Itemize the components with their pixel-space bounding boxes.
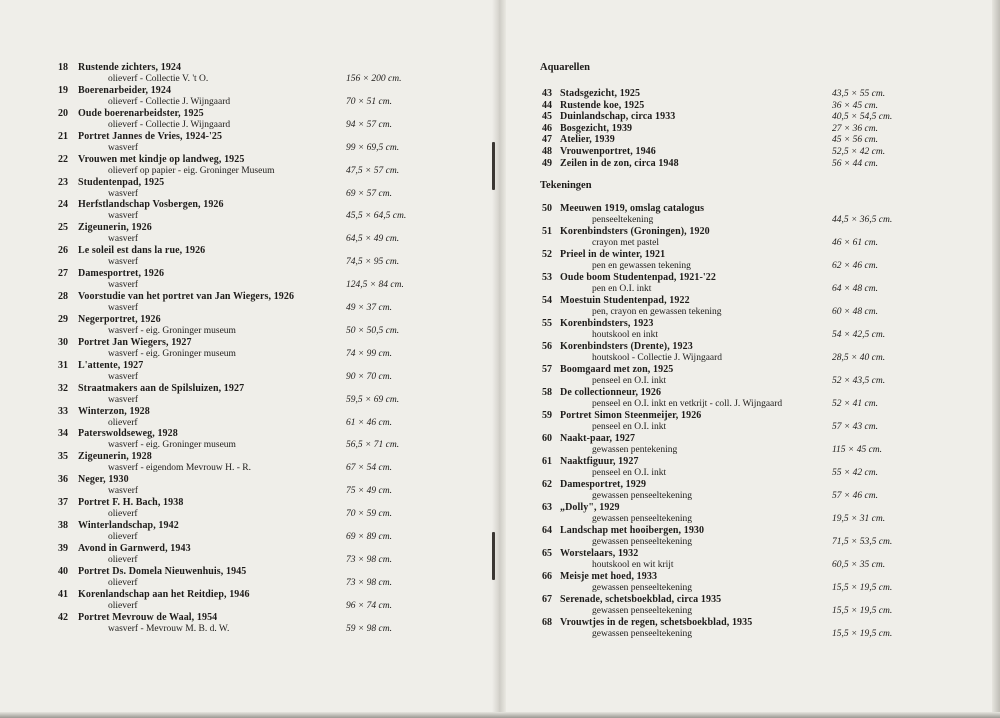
entry-medium: wasverf	[108, 234, 139, 244]
entry-number: 68	[542, 617, 552, 628]
entry-number: 58	[542, 387, 552, 398]
entry-number: 54	[542, 295, 552, 306]
entry-dimensions: 44,5 × 36,5 cm.	[832, 215, 893, 225]
entry-medium: houtskool en inkt	[592, 330, 658, 340]
entry-number: 67	[542, 594, 552, 605]
entry-dimensions: 52,5 × 42 cm.	[832, 147, 886, 157]
entry-medium: wasverf	[108, 303, 139, 313]
entry-dimensions: 60,5 × 35 cm.	[832, 560, 886, 570]
entry-number: 35	[58, 451, 68, 462]
entry-title: Portret Jannes de Vries, 1924-'25	[78, 131, 223, 142]
page-edge-bottom	[0, 712, 1000, 718]
entry-dimension-row	[0, 394, 492, 406]
entry-number: 24	[58, 199, 68, 210]
entry-dimensions: 15,5 × 19,5 cm.	[832, 629, 893, 639]
entry-medium: wasverf - eig. Groninger museum	[108, 326, 236, 336]
entry-dimensions: 57 × 43 cm.	[832, 422, 878, 432]
entry-dimensions: 49 × 37 cm.	[346, 303, 392, 313]
entry-number: 50	[542, 203, 552, 214]
entry-medium: wasverf - eig. Groninger museum	[108, 349, 236, 359]
entry-dimension-row	[506, 352, 992, 364]
entry-dimension-row	[0, 485, 492, 497]
entry-title: Vrouwtjes in de regen, schetsboekblad, 1935	[560, 617, 753, 628]
entry-medium: pen en gewassen tekening	[592, 261, 691, 271]
entry-dimensions: 15,5 × 19,5 cm.	[832, 583, 893, 593]
entry-number: 41	[58, 589, 68, 600]
entry-dimensions: 69 × 57 cm.	[346, 189, 392, 199]
entry-number: 55	[542, 318, 552, 329]
entry-number: 19	[58, 85, 68, 96]
section-heading-aquarellen: Aquarellen	[540, 62, 590, 73]
entry-title: Portret F. H. Bach, 1938	[78, 497, 184, 508]
entry-number: 63	[542, 502, 552, 513]
entry-title: Rustende zichters, 1924	[78, 62, 182, 73]
entry-medium: wasverf	[108, 143, 139, 153]
entry-dimension-row	[506, 582, 992, 594]
entry-dimension-row	[506, 134, 992, 146]
entry-dimensions: 75 × 49 cm.	[346, 486, 392, 496]
entry-dimension-row	[506, 283, 992, 295]
entry-number: 34	[58, 428, 68, 439]
entry-number: 66	[542, 571, 552, 582]
entry-number: 21	[58, 131, 68, 142]
entry-dimensions: 56,5 × 71 cm.	[346, 440, 400, 450]
entry-title: Stadsgezicht, 1925	[560, 88, 641, 99]
entry-medium: gewassen penseeltekening	[592, 514, 692, 524]
entry-medium: wasverf	[108, 395, 139, 405]
entry-number: 52	[542, 249, 552, 260]
entry-title: Zigeunerin, 1928	[78, 451, 152, 462]
entry-number: 33	[58, 406, 68, 417]
entry-dimensions: 59,5 × 69 cm.	[346, 395, 400, 405]
entry-number: 42	[58, 612, 68, 623]
entry-dimensions: 19,5 × 31 cm.	[832, 514, 886, 524]
entry-dimension-row	[506, 88, 992, 100]
entry-medium: gewassen pentekening	[592, 445, 678, 455]
entry-medium: gewassen penseeltekening	[592, 537, 692, 547]
entry-dimension-row	[0, 119, 492, 131]
entry-title: Naaktfiguur, 1927	[560, 456, 639, 467]
entry-dimensions: 61 × 46 cm.	[346, 418, 392, 428]
entry-number: 38	[58, 520, 68, 531]
entry-title: Landschap met hooibergen, 1930	[560, 525, 705, 536]
entry-dimensions: 74,5 × 95 cm.	[346, 257, 400, 267]
entry-dimensions: 43,5 × 55 cm.	[832, 89, 886, 99]
entry-number: 39	[58, 543, 68, 554]
entry-dimensions: 45,5 × 64,5 cm.	[346, 211, 407, 221]
entry-dimension-row	[0, 165, 492, 177]
entry-title: De collectionneur, 1926	[560, 387, 662, 398]
entry-dimensions: 40,5 × 54,5 cm.	[832, 112, 893, 122]
entry-title: Korenbindsters, 1923	[560, 318, 654, 329]
entry-title: Straatmakers aan de Spilsluizen, 1927	[78, 383, 245, 394]
entry-title: Winterzon, 1928	[78, 406, 150, 417]
entry-number: 47	[542, 134, 552, 145]
entry-title: Portret Mevrouw de Waal, 1954	[78, 612, 218, 623]
entry-dimension-row	[0, 371, 492, 383]
entry-medium: wasverf	[108, 280, 139, 290]
entry-number: 18	[58, 62, 68, 73]
entry-title: Atelier, 1939	[560, 134, 615, 145]
entry-title: Damesportret, 1926	[78, 268, 165, 279]
entry-dimensions: 52 × 41 cm.	[832, 399, 878, 409]
entry-dimensions: 45 × 56 cm.	[832, 135, 878, 145]
entry-medium: gewassen penseeltekening	[592, 629, 692, 639]
entry-dimension-row	[506, 375, 992, 387]
page-edge-right	[992, 0, 1000, 718]
entry-medium: olieverf	[108, 418, 138, 428]
entry-dimensions: 47,5 × 57 cm.	[346, 166, 400, 176]
entry-dimension-row	[506, 605, 992, 617]
entry-medium: penseel en O.I. inkt	[592, 468, 667, 478]
entry-dimension-row	[506, 329, 992, 341]
entry-dimension-row	[506, 628, 992, 640]
entry-title: Boomgaard met zon, 1925	[560, 364, 674, 375]
entry-medium: olieverf - Collectie J. Wijngaard	[108, 97, 231, 107]
entry-number: 48	[542, 146, 552, 157]
entry-dimension-row	[0, 96, 492, 108]
entry-title: Boerenarbeider, 1924	[78, 85, 172, 96]
entry-title: Moestuin Studentenpad, 1922	[560, 295, 690, 306]
entry-title: Korenbindsters (Groningen), 1920	[560, 226, 710, 237]
entry-dimension-row	[0, 210, 492, 222]
entry-dimension-row	[0, 325, 492, 337]
entry-title: Voorstudie van het portret van Jan Wiegers, 1926	[78, 291, 295, 302]
entry-dimension-row	[506, 260, 992, 272]
entry-dimension-row	[0, 73, 492, 85]
entry-title: Zigeunerin, 1926	[78, 222, 152, 233]
entry-dimension-row	[0, 462, 492, 474]
entry-number: 30	[58, 337, 68, 348]
entry-number: 64	[542, 525, 552, 536]
entry-medium: olieverf	[108, 601, 138, 611]
entry-title: Oude boom Studentenpad, 1921-'22	[560, 272, 717, 283]
entry-number: 45	[542, 111, 552, 122]
entry-medium: pen, crayon en gewassen tekening	[592, 307, 722, 317]
entry-medium: wasverf	[108, 189, 139, 199]
entry-dimensions: 62 × 46 cm.	[832, 261, 878, 271]
entry-medium: olieverf	[108, 532, 138, 542]
entry-title: Avond in Garnwerd, 1943	[78, 543, 191, 554]
entry-medium: olieverf - Collectie V. 't O.	[108, 74, 209, 84]
entry-title: Meeuwen 1919, omslag catalogus	[560, 203, 705, 214]
binding-staple-top	[492, 142, 495, 190]
entry-dimension-row	[506, 444, 992, 456]
entry-dimension-row	[0, 439, 492, 451]
entry-dimensions: 124,5 × 84 cm.	[346, 280, 404, 290]
entry-title: Duinlandschap, circa 1933	[560, 111, 676, 122]
entry-title: Portret Simon Steenmeijer, 1926	[560, 410, 702, 421]
entry-dimensions: 73 × 98 cm.	[346, 555, 392, 565]
section-heading-tekeningen: Tekeningen	[540, 180, 592, 191]
entry-title: Negerportret, 1926	[78, 314, 161, 325]
entry-number: 36	[58, 474, 68, 485]
entry-title: Oude boerenarbeidster, 1925	[78, 108, 204, 119]
entry-dimensions: 46 × 61 cm.	[832, 238, 878, 248]
entry-medium: olieverf	[108, 509, 138, 519]
entry-dimensions: 74 × 99 cm.	[346, 349, 392, 359]
entry-medium: olieverf op papier - eig. Groninger Museum	[108, 166, 275, 176]
entry-number: 62	[542, 479, 552, 490]
entry-number: 25	[58, 222, 68, 233]
entry-dimension-row	[506, 237, 992, 249]
entry-dimensions: 64,5 × 49 cm.	[346, 234, 400, 244]
entry-dimensions: 99 × 69,5 cm.	[346, 143, 400, 153]
entry-dimension-row	[506, 158, 992, 170]
entry-medium: wasverf	[108, 257, 139, 267]
entry-dimensions: 15,5 × 19,5 cm.	[832, 606, 893, 616]
entry-dimensions: 57 × 46 cm.	[832, 491, 878, 501]
entry-dimensions: 96 × 74 cm.	[346, 601, 392, 611]
entry-dimensions: 115 × 45 cm.	[832, 445, 883, 455]
entry-dimensions: 94 × 57 cm.	[346, 120, 392, 130]
entry-dimensions: 73 × 98 cm.	[346, 578, 392, 588]
entry-medium: olieverf	[108, 578, 138, 588]
entry-dimensions: 52 × 43,5 cm.	[832, 376, 886, 386]
entry-dimensions: 36 × 45 cm.	[832, 101, 878, 111]
entry-title: Worstelaars, 1932	[560, 548, 639, 559]
entry-dimension-row	[506, 306, 992, 318]
entry-title: Serenade, schetsboekblad, circa 1935	[560, 594, 722, 605]
entry-dimension-row	[506, 513, 992, 525]
entry-number: 49	[542, 158, 552, 169]
entry-dimensions: 70 × 51 cm.	[346, 97, 392, 107]
entry-medium: gewassen penseeltekening	[592, 606, 692, 616]
entry-title: Naakt-paar, 1927	[560, 433, 636, 444]
entry-number: 53	[542, 272, 552, 283]
entry-dimension-row	[506, 146, 992, 158]
entry-medium: gewassen penseeltekening	[592, 491, 692, 501]
entry-number: 51	[542, 226, 552, 237]
entry-title: Korenlandschap aan het Reitdiep, 1946	[78, 589, 250, 600]
entry-dimension-row	[0, 256, 492, 268]
entry-dimensions: 90 × 70 cm.	[346, 372, 392, 382]
entry-number: 37	[58, 497, 68, 508]
entry-dimension-row	[0, 302, 492, 314]
entry-dimension-row	[506, 467, 992, 479]
entry-medium: olieverf - Collectie J. Wijngaard	[108, 120, 231, 130]
entry-dimensions: 59 × 98 cm.	[346, 624, 392, 634]
entry-title: Damesportret, 1929	[560, 479, 647, 490]
entry-dimension-row	[0, 531, 492, 543]
entry-title: Rustende koe, 1925	[560, 100, 645, 111]
entry-medium: wasverf - Mevrouw M. B. d. W.	[108, 624, 230, 634]
entry-title: Neger, 1930	[78, 474, 129, 485]
entry-number: 26	[58, 245, 68, 256]
entry-dimensions: 54 × 42,5 cm.	[832, 330, 886, 340]
entry-medium: penseel en O.I. inkt en vetkrijt - coll. J. Wijngaard	[592, 399, 783, 409]
entry-medium: penseeltekening	[592, 215, 654, 225]
entry-dimension-row	[0, 600, 492, 612]
entry-medium: houtskool en wit krijt	[592, 560, 674, 570]
entry-number: 57	[542, 364, 552, 375]
entry-dimensions: 71,5 × 53,5 cm.	[832, 537, 893, 547]
entry-title: Studentenpad, 1925	[78, 177, 165, 188]
entry-title: Le soleil est dans la rue, 1926	[78, 245, 206, 256]
entry-dimension-row	[506, 559, 992, 571]
entry-dimension-row	[506, 214, 992, 226]
entry-medium: pen en O.I. inkt	[592, 284, 652, 294]
entry-dimension-row	[506, 111, 992, 123]
entry-dimension-row	[0, 577, 492, 589]
entry-title: Prieel in de winter, 1921	[560, 249, 666, 260]
entry-medium: penseel en O.I. inkt	[592, 422, 667, 432]
entry-number: 20	[58, 108, 68, 119]
entry-dimension-row	[0, 279, 492, 291]
entry-title: L'attente, 1927	[78, 360, 144, 371]
entry-dimensions: 27 × 36 cm.	[832, 124, 878, 134]
entry-dimension-row	[506, 398, 992, 410]
entry-dimensions: 156 × 200 cm.	[346, 74, 402, 84]
entry-medium: wasverf	[108, 372, 139, 382]
entry-title: Vrouwenportret, 1946	[560, 146, 656, 157]
entry-number: 40	[58, 566, 68, 577]
entry-dimensions: 28,5 × 40 cm.	[832, 353, 886, 363]
entry-number: 61	[542, 456, 552, 467]
entry-title: Korenbindsters (Drente), 1923	[560, 341, 693, 352]
entry-dimensions: 70 × 59 cm.	[346, 509, 392, 519]
entry-number: 43	[542, 88, 552, 99]
entry-medium: wasverf - eig. Groninger museum	[108, 440, 236, 450]
entry-dimensions: 56 × 44 cm.	[832, 159, 878, 169]
entry-medium: penseel en O.I. inkt	[592, 376, 667, 386]
entry-number: 28	[58, 291, 68, 302]
entry-number: 59	[542, 410, 552, 421]
entry-number: 22	[58, 154, 68, 165]
entry-number: 27	[58, 268, 68, 279]
entry-title: Zeilen in de zon, circa 1948	[560, 158, 679, 169]
entry-dimension-row	[506, 421, 992, 433]
entry-medium: crayon met pastel	[592, 238, 660, 248]
entry-dimension-row	[0, 554, 492, 566]
book-gutter	[492, 0, 506, 718]
entry-dimensions: 55 × 42 cm.	[832, 468, 878, 478]
entry-dimensions: 67 × 54 cm.	[346, 463, 392, 473]
entry-dimensions: 60 × 48 cm.	[832, 307, 878, 317]
entry-title: Vrouwen met kindje op landweg, 1925	[78, 154, 245, 165]
binding-staple-bottom	[492, 532, 495, 580]
entry-number: 29	[58, 314, 68, 325]
entry-dimension-row	[0, 508, 492, 520]
entry-number: 32	[58, 383, 68, 394]
entry-title: Meisje met hoed, 1933	[560, 571, 658, 582]
entry-number: 46	[542, 123, 552, 134]
entry-dimensions: 50 × 50,5 cm.	[346, 326, 400, 336]
entry-medium: olieverf	[108, 555, 138, 565]
entry-medium: wasverf	[108, 486, 139, 496]
entry-dimension-row	[0, 623, 492, 635]
entry-number: 65	[542, 548, 552, 559]
entry-title: Bosgezicht, 1939	[560, 123, 633, 134]
entry-number: 56	[542, 341, 552, 352]
entry-title: Portret Jan Wiegers, 1927	[78, 337, 192, 348]
entry-title: Winterlandschap, 1942	[78, 520, 179, 531]
entry-dimension-row	[0, 233, 492, 245]
entry-title: Paterswoldseweg, 1928	[78, 428, 178, 439]
entry-number: 60	[542, 433, 552, 444]
entry-number: 44	[542, 100, 552, 111]
entry-dimensions: 69 × 89 cm.	[346, 532, 392, 542]
entry-medium: gewassen penseeltekening	[592, 583, 692, 593]
entry-dimension-row	[0, 142, 492, 154]
entry-number: 23	[58, 177, 68, 188]
entry-dimension-row	[506, 490, 992, 502]
entry-medium: wasverf	[108, 211, 139, 221]
entry-title: Portret Ds. Domela Nieuwenhuis, 1945	[78, 566, 247, 577]
entry-dimension-row	[0, 348, 492, 360]
entry-title: Herfstlandschap Vosbergen, 1926	[78, 199, 224, 210]
entry-title: „Dolly", 1929	[560, 502, 620, 513]
entry-number: 31	[58, 360, 68, 371]
entry-medium: houtskool - Collectie J. Wijngaard	[592, 353, 723, 363]
entry-dimensions: 64 × 48 cm.	[832, 284, 878, 294]
entry-dimension-row	[506, 536, 992, 548]
entry-medium: wasverf - eigendom Mevrouw H. - R.	[108, 463, 251, 473]
